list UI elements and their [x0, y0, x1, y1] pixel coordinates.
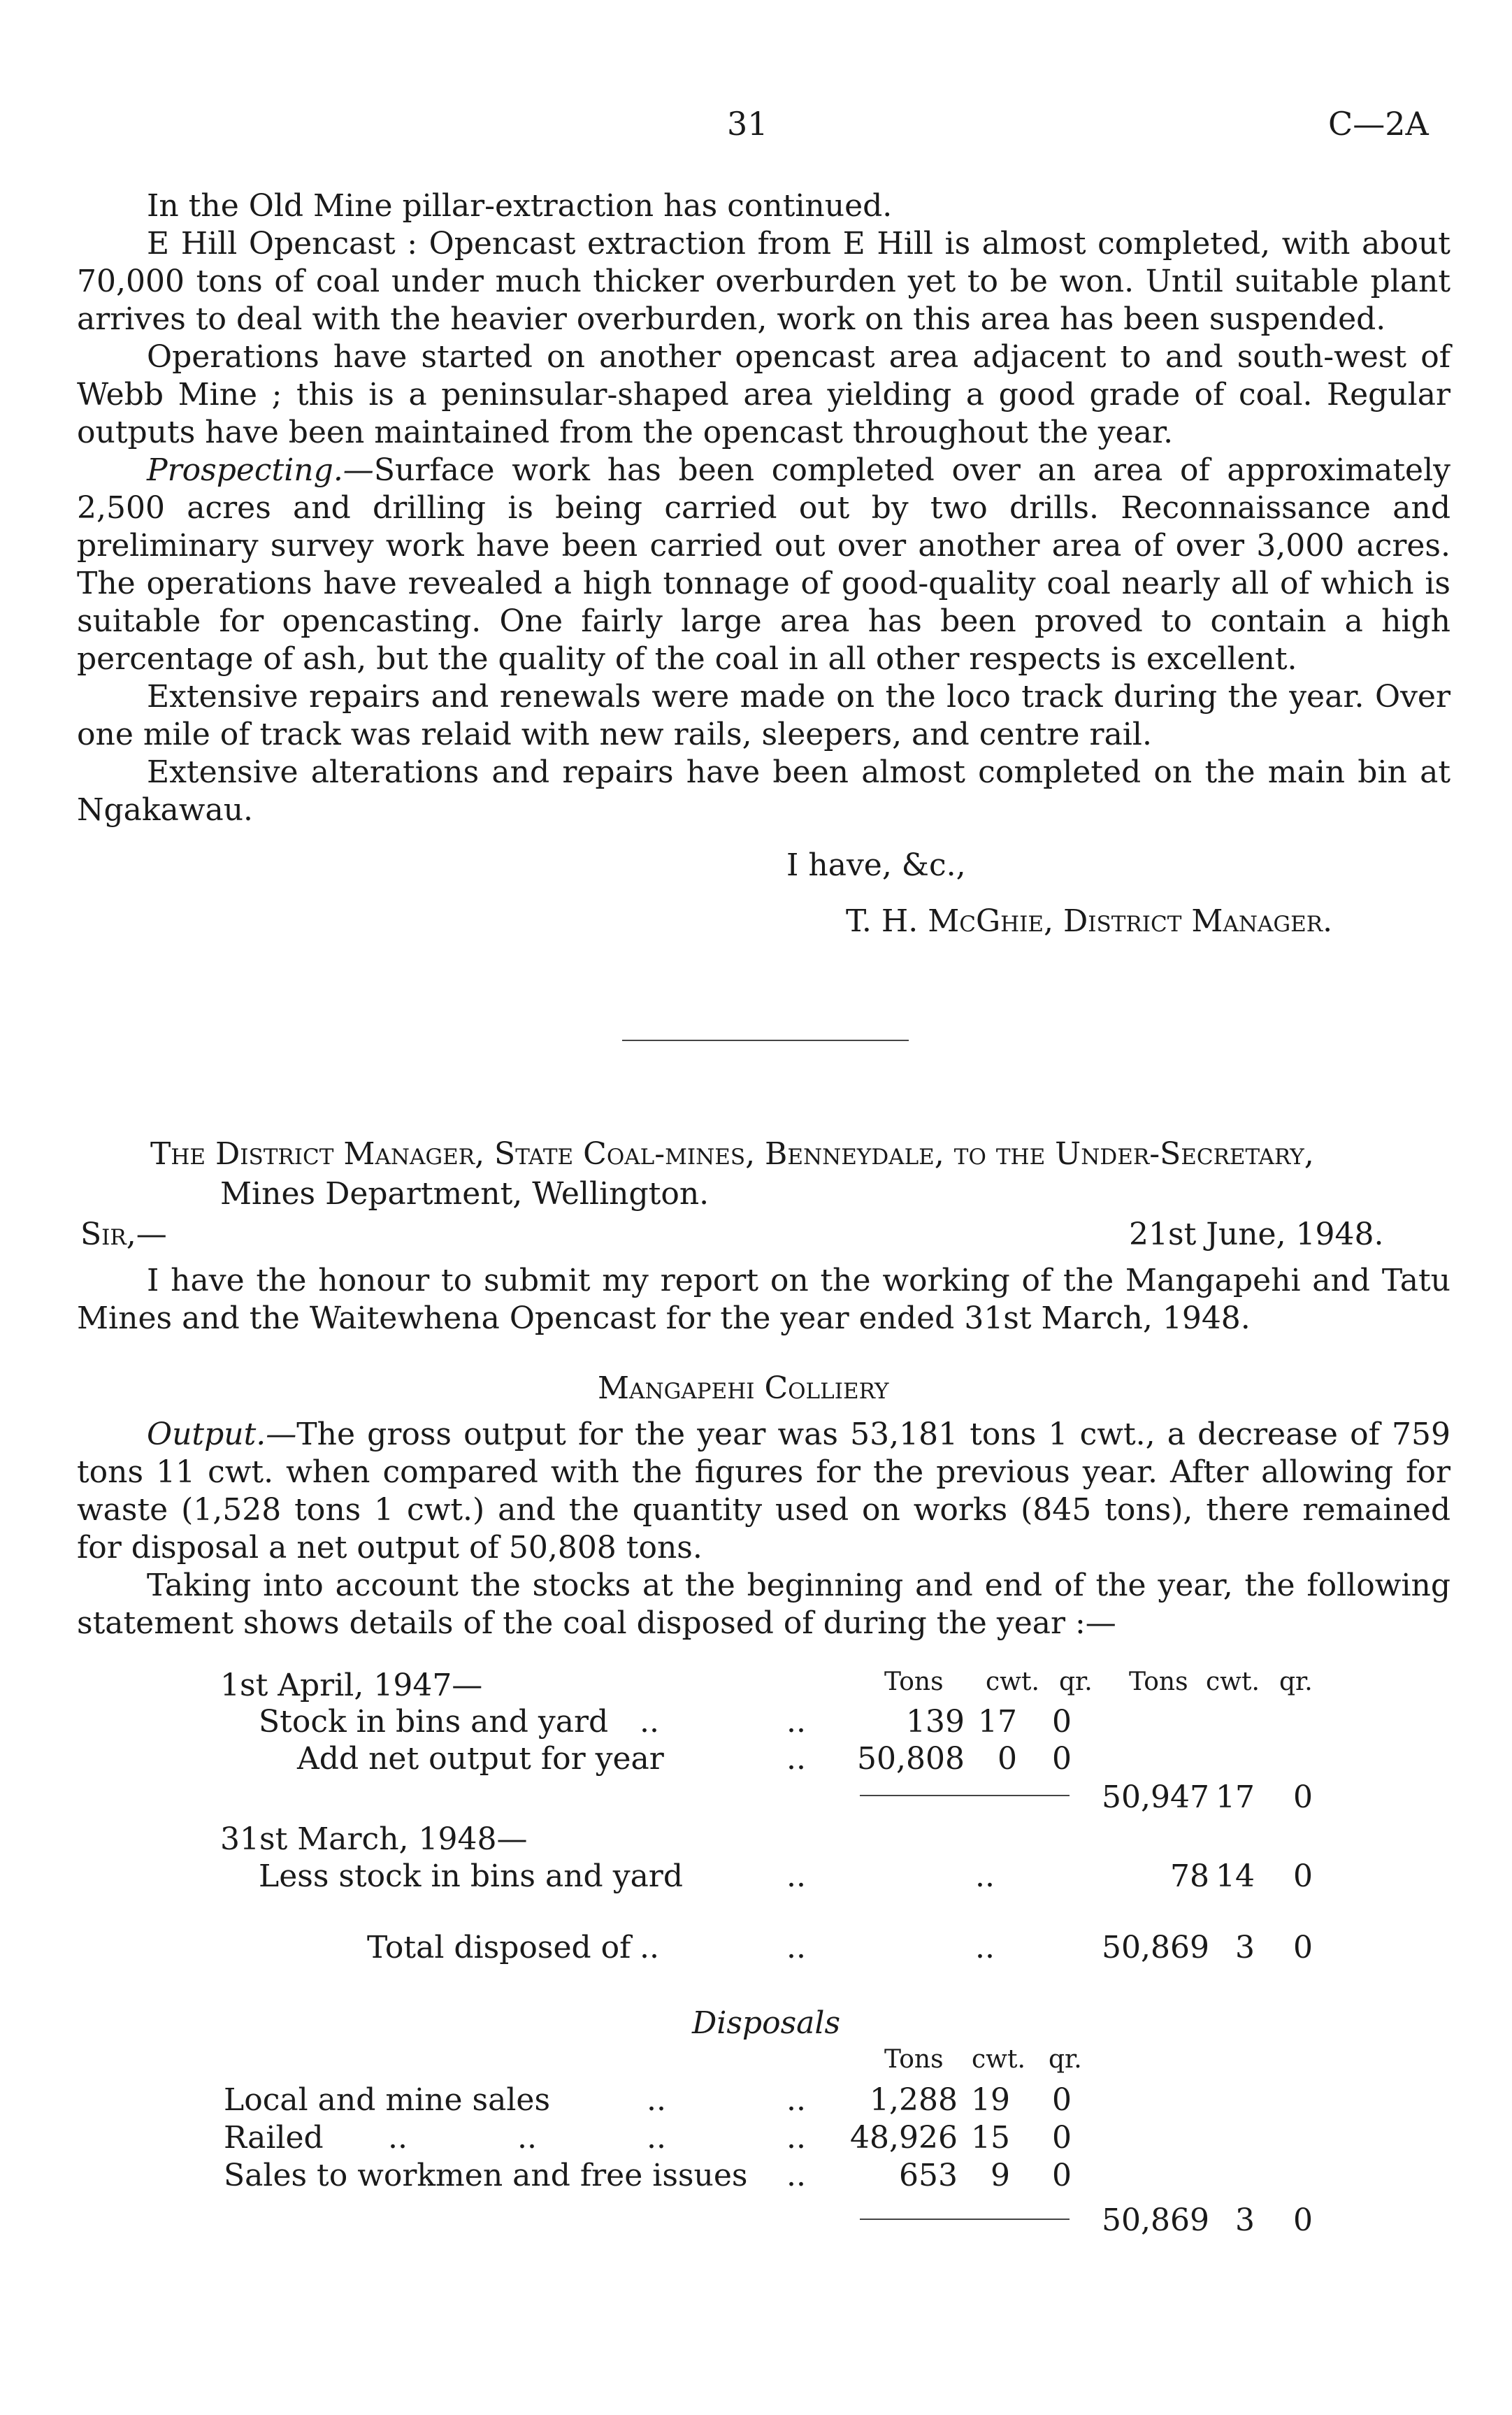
col-header-cwt: cwt.	[972, 2045, 1025, 2074]
leader-dots: ..	[647, 2120, 666, 2156]
total-rule	[860, 2219, 1070, 2220]
output-section	[77, 1416, 1450, 1642]
tons-value: 139	[906, 1704, 965, 1740]
qr-value: 0	[1293, 2202, 1313, 2238]
qr-value: 0	[1052, 2082, 1072, 2118]
date-2: 31st March, 1948—	[220, 1821, 528, 1857]
cwt-value: 14	[1216, 1858, 1255, 1894]
col-header-qr-2: qr.	[1279, 1668, 1313, 1696]
page-header	[0, 105, 1512, 147]
tons-value: 50,808	[857, 1741, 965, 1777]
row-label: Less stock in bins and yard	[259, 1858, 683, 1894]
section-heading: Mangapehi Colliery	[598, 1370, 889, 1406]
row-label: Stock in bins and yard	[259, 1704, 609, 1740]
paragraph: E Hill Opencast : Opencast extraction from E Hill is almost completed, with about 70,000 tons of coal under much thicker overburden yet to be won. Until suitable plant arrives to deal with the heavier overburden, work on this area has been suspended.	[77, 226, 1450, 337]
leader-dots: ..	[786, 2158, 806, 2193]
leader-dots: ..	[786, 1741, 806, 1777]
letter-address-line2: Mines Department, Wellington.	[220, 1176, 710, 1212]
leader-dots: ..	[975, 1858, 995, 1894]
cwt-value: 19	[971, 2082, 1010, 2118]
signature: T. H. McGhie, District Manager.	[846, 903, 1333, 939]
leader-dots: ..	[640, 1930, 659, 1965]
tons-value: 50,869	[1102, 1930, 1209, 1965]
cwt-value: 15	[971, 2120, 1010, 2156]
stocks-text: Taking into account the stocks at the beginning and end of the year, the following statement shows details of the coal disposed of during the year :—	[77, 1568, 1450, 1641]
leader-dots: ..	[647, 2082, 666, 2118]
tons-value: 48,926	[850, 2120, 958, 2156]
qr-value: 0	[1293, 1779, 1313, 1815]
qr-value: 0	[1293, 1858, 1313, 1894]
leader-dots: ..	[786, 2120, 806, 2156]
paragraph: Extensive repairs and renewals were made on the loco track during the year. Over one mile of track was relaid with new rails, sleepers, and centre rail.	[77, 679, 1450, 752]
cwt-value: 3	[1235, 1930, 1255, 1965]
col-header-tons: Tons	[884, 2045, 944, 2074]
tons-value: 50,869	[1102, 2202, 1209, 2238]
report-continuation	[77, 187, 1450, 829]
leader-dots: ..	[640, 1704, 659, 1740]
prospecting-label: Prospecting.—	[147, 452, 374, 488]
col-header-qr: qr.	[1049, 2045, 1082, 2074]
qr-value: 0	[1293, 1930, 1313, 1965]
output-text: The gross output for the year was 53,181 tons 1 cwt., a decrease of 759 tons 11 cwt. when compared with the figures for the previous year. After allowing for waste (1,528 tons 1 cwt.) and the quantity used on works (845 tons), there remained for disposal a net output of 50,808 tons.	[77, 1417, 1450, 1565]
tons-value: 50,947	[1102, 1779, 1209, 1815]
closing: I have, &c.,	[786, 847, 966, 883]
leader-dots: ..	[975, 1930, 995, 1965]
paragraph: In the Old Mine pillar-extraction has continued.	[147, 188, 893, 224]
col-header-cwt-2: cwt.	[1206, 1668, 1260, 1696]
subtotal-rule	[860, 1795, 1070, 1796]
row-label: Add net output for year	[297, 1741, 664, 1777]
cwt-value: 17	[1216, 1779, 1255, 1815]
row-label: Railed	[224, 2120, 324, 2156]
cwt-value: 0	[998, 1741, 1017, 1777]
output-label: Output.—	[147, 1417, 297, 1452]
letter-date: 21st June, 1948.	[1129, 1217, 1384, 1252]
row-label: Local and mine sales	[224, 2082, 551, 2118]
col-header-cwt: cwt.	[986, 1668, 1039, 1696]
tons-value: 653	[899, 2158, 958, 2193]
page-number: 31	[727, 105, 768, 143]
paragraph: Extensive alterations and repairs have been almost completed on the main bin at Ngakawau.	[77, 754, 1450, 828]
col-header-tons-2: Tons	[1129, 1668, 1188, 1696]
col-header-tons: Tons	[884, 1668, 944, 1696]
prospecting-text: Surface work has been completed over an area of approximately 2,500 acres and drilling is being carried out by two drills. Reconnaissance and preliminary survey work have been carried out over another area of over 3,000 acres. The operations have revealed a high tonnage of good-quality coal nearly all of which is suitable for opencasting. One fairly large area has been proved to contain a high percentage of ash, but the quality of the coal in all other respects is excellent.	[77, 452, 1450, 677]
salutation: Sir,—	[80, 1217, 167, 1252]
qr-value: 0	[1052, 1741, 1072, 1777]
leader-dots: ..	[786, 2082, 806, 2118]
tons-value: 78	[1170, 1858, 1209, 1894]
cwt-value: 9	[991, 2158, 1010, 2193]
total-label: Total disposed of	[367, 1930, 631, 1965]
leader-dots: ..	[786, 1704, 806, 1740]
qr-value: 0	[1052, 1704, 1072, 1740]
letter-intro: I have the honour to submit my report on the working of the Mangapehi and Tatu Mines and the Waitewhena Opencast for the year ended 31st March, 1948.	[77, 1263, 1450, 1336]
row-label: Sales to workmen and free issues	[224, 2158, 748, 2193]
paragraph: Operations have started on another opencast area adjacent to and south-west of Webb Mine ; this is a peninsular-shaped area yielding a good grade of coal. Regular outputs have been maintained from the opencast throughout the year.	[77, 339, 1450, 450]
qr-value: 0	[1052, 2158, 1072, 2193]
qr-value: 0	[1052, 2120, 1072, 2156]
section-divider	[622, 1040, 909, 1041]
series-code: C—2A	[1328, 105, 1429, 143]
tons-value: 1,288	[870, 2082, 958, 2118]
leader-dots: ..	[388, 2120, 408, 2156]
cwt-value: 3	[1235, 2202, 1255, 2238]
cwt-value: 17	[978, 1704, 1017, 1740]
leader-dots: ..	[786, 1858, 806, 1894]
leader-dots: ..	[517, 2120, 537, 2156]
disposals-heading: Disposals	[692, 2005, 841, 2041]
date-1: 1st April, 1947—	[220, 1668, 483, 1703]
col-header-qr: qr.	[1059, 1668, 1093, 1696]
prospecting-paragraph	[77, 452, 1450, 678]
letter-address-line1: The District Manager, State Coal-mines, Benneydale, to the Under-Secretary,	[150, 1136, 1314, 1172]
leader-dots: ..	[786, 1930, 806, 1965]
